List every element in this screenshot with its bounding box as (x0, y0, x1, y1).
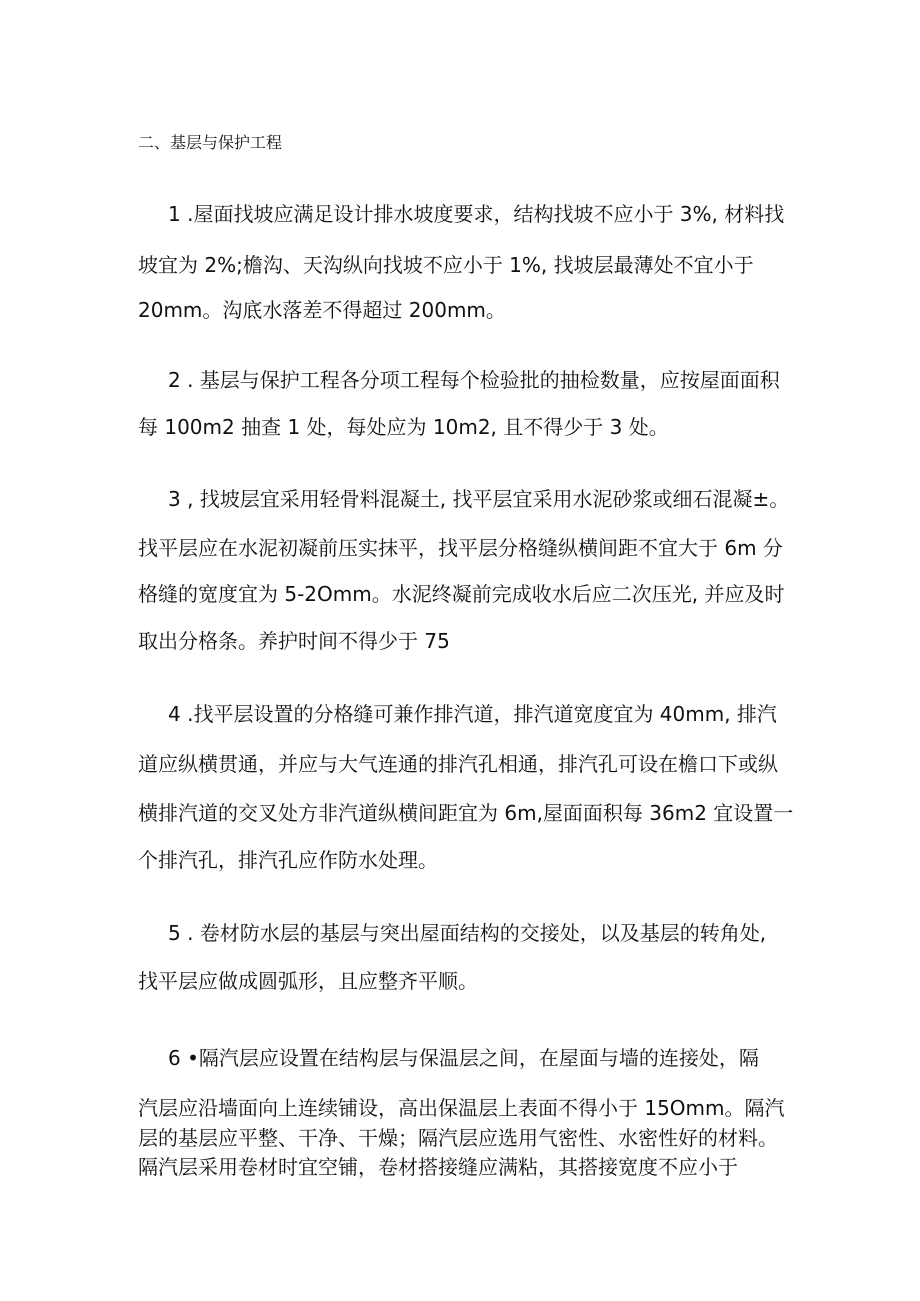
paragraph-3-line-4: 取出分格条。养护时间不得少于 75 (138, 629, 450, 653)
paragraph-6-line-3: 层的基层应平整、干净、干燥；隔汽层应选用气密性、水密性好的材料。 (138, 1126, 778, 1150)
paragraph-1-line-1: 1 .屋面找坡应满足设计排水坡度要求，结构找坡不应小于 3%, 材料找 (168, 202, 785, 226)
paragraph-5-line-1: 5 . 卷材防水层的基层与突出屋面结构的交接处，以及基层的转角处, (168, 921, 767, 945)
paragraph-2-line-1: 2 . 基层与保护工程各分项工程每个检验批的抽检数量，应按屋面面积 (168, 368, 780, 392)
paragraph-2-line-2: 每 100m2 抽查 1 处，每处应为 10m2, 且不得少于 3 处。 (138, 415, 669, 439)
paragraph-4-line-1: 4 .找平层设置的分格缝可兼作排汽道，排汽道宽度宜为 40mm, 排汽 (168, 702, 777, 726)
paragraph-1-line-2: 坡宜为 2%;檐沟、天沟纵向找坡不应小于 1%, 找坡层最薄处不宜小于 (138, 253, 754, 277)
paragraph-3-line-2: 找平层应在水泥初凝前压实抹平，找平层分格缝纵横间距不宜大于 6m 分 (138, 536, 783, 560)
section-heading: 二、基层与保护工程 (138, 133, 283, 152)
paragraph-4-line-2: 道应纵横贯通，并应与大气连通的排汽孔相通，排汽孔可设在檐口下或纵 (138, 752, 778, 776)
paragraph-4-line-4: 个排汽孔，排汽孔应作防水处理。 (138, 848, 438, 872)
paragraph-1-line-3: 20mm。沟底水落差不得超过 200mm。 (138, 298, 506, 322)
paragraph-6-line-1: 6 •隔汽层应设置在结构层与保温层之间，在屋面与墙的连接处，隔 (168, 1046, 759, 1070)
paragraph-3-line-3: 格缝的宽度宜为 5-2Omm。水泥终凝前完成收水后应二次压光, 并应及时 (138, 582, 785, 606)
paragraph-6-line-4: 隔汽层采用卷材时宜空铺，卷材搭接缝应满粘，其搭接宽度不应小于 (138, 1155, 738, 1179)
paragraph-6-line-2: 汽层应沿墙面向上连续铺设，高出保温层上表面不得小于 15Omm。隔汽 (138, 1096, 785, 1120)
paragraph-3-line-1: 3 , 找坡层宜采用轻骨料混凝土, 找平层宜采用水泥砂浆或细石混凝±。 (168, 487, 790, 511)
paragraph-4-line-3: 横排汽道的交叉处方非汽道纵横间距宜为 6m,屋面面积每 36m2 宜设置一 (138, 801, 794, 825)
paragraph-5-line-2: 找平层应做成圆弧形，且应整齐平顺。 (138, 969, 478, 993)
